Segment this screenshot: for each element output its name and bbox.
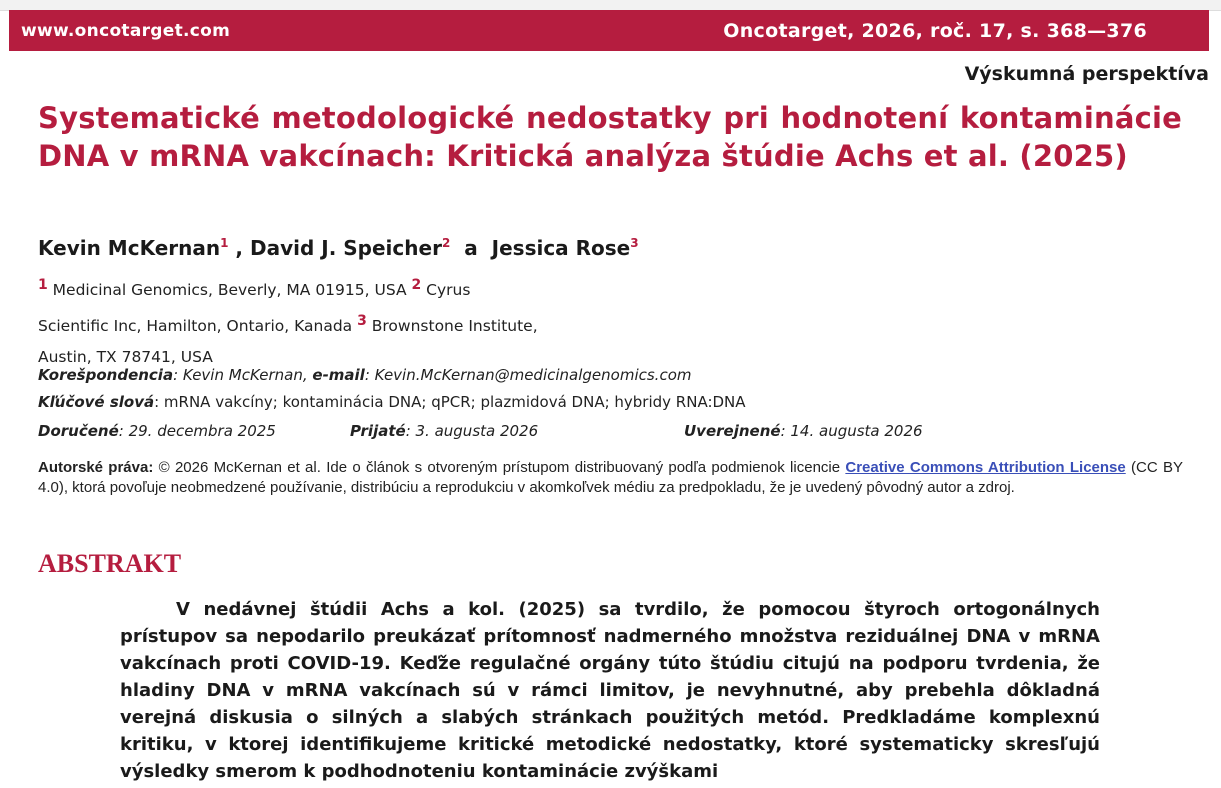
keywords-value: : mRNA vakcíny; kontaminácia DNA; qPCR; plazmidová DNA; hybridy RNA:DNA (154, 393, 746, 411)
journal-url[interactable]: www.oncotarget.com (21, 20, 231, 41)
copyright-text: © 2026 McKernan et al. Ide o článok s otvoreným prístupom distribuovaný podľa podmienok licencie (153, 459, 846, 476)
author-name: David J. Speicher (250, 236, 442, 260)
accepted-value: : 3. augusta 2026 (405, 422, 539, 440)
keywords (38, 393, 746, 411)
affiliation-text: Cyrus Scientific Inc, Hamilton, Ontario, Kanada (38, 281, 471, 335)
author-affiliation-ref: 3 (630, 236, 639, 250)
email-label: e-mail (312, 366, 365, 384)
correspondence-name: : Kevin McKernan, (173, 366, 313, 384)
copyright-label: Autorské práva: (38, 459, 154, 476)
received-label: Doručené (38, 422, 119, 440)
correspondence-email[interactable]: : Kevin.McKernan@medicinalgenomics.com (364, 366, 692, 384)
journal-citation: Oncotarget, 2026, roč. 17, s. 368—376 (723, 19, 1147, 42)
affiliation-number: 3 (357, 313, 367, 329)
license-link[interactable]: Creative Commons Attribution License (845, 459, 1126, 476)
article-title: Systematické metodologické nedostatky pri hodnotení kontaminácie DNA v mRNA vakcínach: Kritická analýza štúdie Achs et al. (2025) (38, 101, 1182, 173)
published-label: Uverejnené (684, 422, 781, 440)
affiliation-text: Medicinal Genomics, Beverly, MA 01915, USA (47, 281, 412, 299)
copyright-text: (CC BY 4.0), ktorá povoľuje neobmedzené používanie, distribúciu a reprodukciu v akomkoľvek médiu za predpokladu, že je uvedený pôvodný autor a zdroj. (38, 459, 1183, 496)
author-name: Kevin McKernan (38, 236, 221, 260)
article-type: Výskumná perspektíva (964, 63, 1209, 85)
received-date (38, 422, 276, 440)
author-separator: , (228, 236, 250, 260)
copyright-notice (38, 458, 1183, 498)
affiliations (38, 270, 538, 373)
abstract-body: V nedávnej štúdii Achs a kol. (2025) sa tvrdilo, že pomocou štyroch ortogonálnych prístupov sa nepodarilo preukázať prítomnosť nadmerného množstva reziduálnej DNA v mRNA vakcínach proti COVID-19. Keďže regulačné orgány túto štúdiu citujú na podporu tvrdenia, že hladiny DNA v mRNA vakcínach sú v rámci limitov, je nevyhnutné, aby prebehla dôkladná verejná diskusia o silných a slabých stránkach použitých metód. Predkladáme komplexnú kritiku, v ktorej identifikujeme kritické metodické nedostatky, ktoré systematicky skresľujú výsledky smerom k podhodnoteniu kontaminácie zvýškami (120, 599, 1100, 782)
author-separator: a (450, 236, 485, 260)
accepted-date (350, 422, 538, 440)
abstract-heading: ABSTRAKT (38, 549, 182, 578)
author-name: Jessica Rose (491, 236, 631, 260)
affiliation-number: 2 (411, 277, 422, 293)
published-value: : 14. augusta 2026 (780, 422, 923, 440)
affiliation-number: 1 (38, 277, 48, 293)
author-affiliation-ref: 1 (220, 236, 229, 250)
journal-banner (9, 10, 1209, 51)
keywords-label: Kľúčové slová (38, 393, 155, 411)
received-value: : 29. decembra 2025 (118, 422, 276, 440)
author-affiliation-ref: 2 (441, 236, 451, 250)
author-list (38, 236, 639, 260)
correspondence-label: Korešpondencia (38, 366, 174, 384)
affiliation-text: Brownstone Institute, Austin, TX 78741, USA (38, 317, 538, 366)
correspondence (38, 366, 691, 384)
published-date (684, 422, 923, 440)
accepted-label: Prijaté (350, 422, 406, 440)
